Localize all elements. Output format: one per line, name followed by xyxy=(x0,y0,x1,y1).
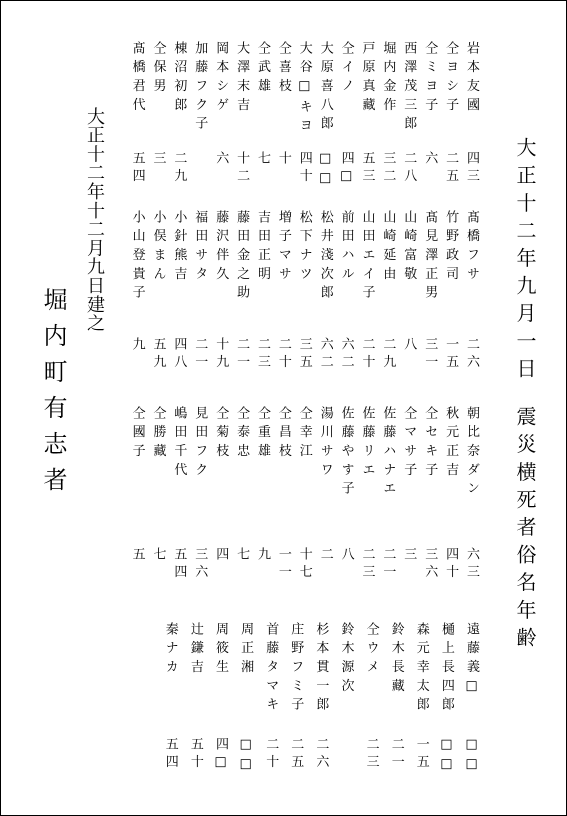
person-name: 見田フク xyxy=(192,406,208,482)
person-name: 小俣まん xyxy=(150,210,166,286)
person-age: 十九 xyxy=(213,337,229,372)
person-name: 仝喜枝 xyxy=(275,41,291,98)
person-age: 六 xyxy=(213,151,229,169)
person-age: 十二 xyxy=(234,151,250,186)
person-name: 大谷□キヨ xyxy=(296,41,312,137)
person-name: 藤沢伴久 xyxy=(213,210,229,286)
person-name: 松井淺次郎 xyxy=(317,210,333,304)
person-name: 仝重雄 xyxy=(255,406,270,463)
person-name: 大原喜八郎 xyxy=(317,41,333,135)
person-age: 六三 xyxy=(464,547,479,582)
person-age: 二一 xyxy=(380,547,396,582)
person-age: 六 xyxy=(422,151,438,169)
person-name: 佐藤やす子 xyxy=(338,406,354,500)
document-subtitle: 震災横死者俗名年齢 xyxy=(513,406,537,655)
person-name: 山崎延由 xyxy=(380,210,396,286)
person-age: 二九 xyxy=(380,337,396,372)
author: 堀内町有志者 xyxy=(39,287,67,503)
person-name: 棟沼初郎 xyxy=(171,41,187,117)
person-name: 仝イノ xyxy=(338,41,354,98)
person-age: 九 xyxy=(255,547,270,565)
person-age: 二六 xyxy=(464,337,479,372)
person-age: 三 xyxy=(401,547,417,565)
person-name: 前田ハル xyxy=(338,210,354,286)
person-age: 三五 xyxy=(296,337,312,372)
person-name: 仝マサ子 xyxy=(401,406,417,482)
person-name: 仝ウメ xyxy=(363,622,379,679)
person-name: 秦ナカ xyxy=(162,622,178,679)
person-age: 七 xyxy=(255,151,270,169)
person-age: 四十 xyxy=(296,151,312,186)
person-age: 五 xyxy=(129,547,145,565)
person-name: 戸原真藏 xyxy=(359,41,375,117)
person-name: 福田サタ xyxy=(192,210,208,286)
erected-date: 大正十二年十二月九日建之 xyxy=(84,107,105,333)
person-name: 仝武雄 xyxy=(255,41,270,98)
person-age: 二五 xyxy=(288,737,304,772)
person-name: 嶋田千代 xyxy=(171,406,187,482)
person-age: 五三 xyxy=(359,151,375,186)
person-name: 仝勝藏 xyxy=(150,406,166,463)
person-age: 二六 xyxy=(313,737,329,772)
person-age: 七 xyxy=(234,547,250,565)
person-age: □□ xyxy=(317,151,333,190)
person-age: 四□ xyxy=(213,737,228,774)
person-age: 五四 xyxy=(171,547,187,582)
person-name: 秋元正吉 xyxy=(443,406,459,482)
person-name: 仝昌枝 xyxy=(275,406,291,463)
person-name: 佐藤ハナエ xyxy=(380,406,396,500)
person-name: 増子マサ xyxy=(275,210,291,286)
person-name: 吉田正明 xyxy=(255,210,270,286)
person-age: 二 xyxy=(317,547,333,565)
person-name: 岩本友國 xyxy=(464,41,479,117)
person-age: 三 xyxy=(150,151,166,169)
person-age: □□ xyxy=(464,737,479,776)
person-name: 加藤フク子 xyxy=(192,41,208,135)
person-age: 八 xyxy=(338,547,354,565)
person-age: 二一 xyxy=(388,737,404,772)
person-name: 仝ミヨ子 xyxy=(422,41,438,117)
person-age: 二一 xyxy=(192,337,208,372)
person-age: 三六 xyxy=(422,547,438,582)
person-age: 七 xyxy=(150,547,166,565)
person-name: 周筱生 xyxy=(213,622,228,679)
person-age: 一五 xyxy=(413,737,429,772)
person-name: 小針熊吉 xyxy=(171,210,187,286)
person-name: 仝セキ子 xyxy=(422,406,438,482)
person-age: 二一 xyxy=(234,337,250,372)
person-name: 仝泰忠 xyxy=(234,406,250,463)
person-age: 二九 xyxy=(171,151,187,186)
person-name: 鈴木長藏 xyxy=(388,622,404,698)
person-name: 仝國子 xyxy=(129,406,145,463)
person-name: 岡本シゲ xyxy=(213,41,229,117)
person-name: 辻鎌吉 xyxy=(187,622,203,679)
person-age: 五九 xyxy=(150,337,166,372)
person-age: 二十 xyxy=(263,737,279,772)
person-age: 五四 xyxy=(129,151,145,186)
person-age: 二八 xyxy=(401,151,417,186)
person-name: 朝比奈ダン xyxy=(464,406,479,500)
person-age: 五十 xyxy=(187,737,203,772)
person-name: 竹野政司 xyxy=(443,210,459,286)
person-age: 五四 xyxy=(162,737,178,772)
person-name: 小山登貴子 xyxy=(129,210,145,304)
person-age: 二三 xyxy=(359,547,375,582)
person-name: 藤田金之助 xyxy=(234,210,250,304)
person-age: 四十 xyxy=(443,547,459,582)
person-age: 一一 xyxy=(275,547,291,582)
person-name: 堀内金作 xyxy=(380,41,396,117)
person-name: 遠藤義□ xyxy=(464,622,479,700)
person-name: 西澤茂三郎 xyxy=(401,41,417,135)
person-name: 髙見澤正男 xyxy=(422,210,438,304)
person-age: 六二 xyxy=(317,337,333,372)
person-age: 十 xyxy=(275,151,291,169)
person-name: 首藤タマキ xyxy=(263,622,279,716)
person-name: 湯川サワ xyxy=(317,406,333,482)
person-name: 佐藤リエ xyxy=(359,406,375,482)
person-name: 大澤末吉 xyxy=(234,41,250,117)
person-age: □□ xyxy=(238,737,254,776)
person-age: 四□ xyxy=(338,151,354,188)
person-age: 八 xyxy=(401,337,417,355)
person-age: 一五 xyxy=(443,337,459,372)
person-name: 山崎富敬 xyxy=(401,210,417,286)
person-age: 四 xyxy=(213,547,229,565)
person-age: 四八 xyxy=(171,337,187,372)
person-name: 鈴木源次 xyxy=(338,622,354,698)
person-name: 松下ナツ xyxy=(296,210,312,286)
person-age: 三六 xyxy=(192,547,208,582)
person-age: 四三 xyxy=(464,151,479,186)
person-name: 樋上長四郎 xyxy=(438,622,454,716)
person-age: 九 xyxy=(129,337,145,355)
person-name: 仝ヨシ子 xyxy=(443,41,459,117)
person-name: 山田エイ子 xyxy=(359,210,375,304)
person-age: 三二 xyxy=(380,151,396,186)
person-name: 仝菊枝 xyxy=(213,406,229,463)
person-name: 周正湘 xyxy=(238,622,254,679)
person-age: 二五 xyxy=(443,151,459,186)
person-name: 仝幸江 xyxy=(296,406,312,463)
person-age: □□ xyxy=(438,737,454,776)
person-age: 二十 xyxy=(359,337,375,372)
person-name: 庄野フミ子 xyxy=(288,622,304,716)
person-age: 二三 xyxy=(363,737,379,772)
person-age: 二十 xyxy=(275,337,291,372)
person-age: 二三 xyxy=(255,337,270,372)
person-age: 十七 xyxy=(296,547,312,582)
person-age: 六二 xyxy=(338,337,354,372)
person-name: 髙橋フサ xyxy=(464,210,479,286)
person-age: 三一 xyxy=(422,337,438,372)
person-name: 髙橋君代 xyxy=(129,41,145,117)
person-name: 森元幸太郎 xyxy=(413,622,429,716)
document-title: 大正十二年九月一日 xyxy=(513,137,537,386)
person-name: 仝保男 xyxy=(150,41,166,98)
person-name: 杉本貫一郎 xyxy=(313,622,329,716)
